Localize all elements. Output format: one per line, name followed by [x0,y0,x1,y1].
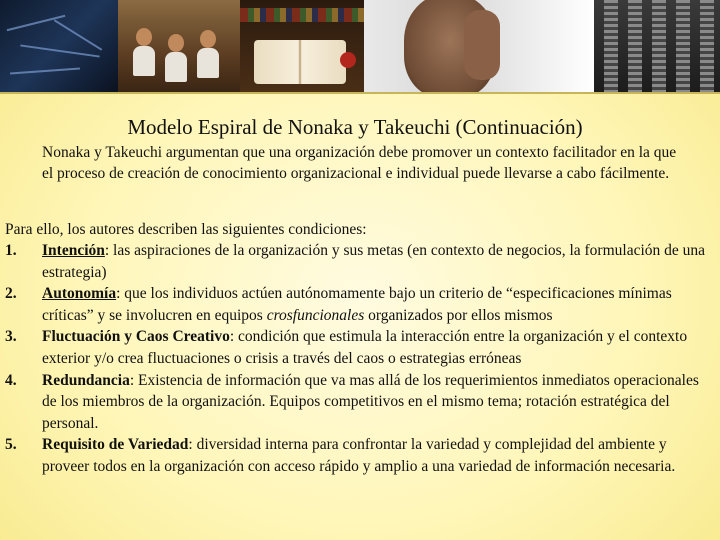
condition-text [42,240,705,283]
condition-item [5,434,705,477]
condition-description: : diversidad interna para confrontar la variedad y complejidad del ambiente y proveer todos en la organización con acceso rápido y amplio a una variedad de información necesaria. [42,436,676,475]
condition-term: Autonomía [42,285,117,303]
condition-item [5,240,705,283]
condition-term: Intención [42,242,105,259]
condition-number: 5. [5,436,17,454]
condition-description: : Existencia de información que va mas allá de los requerimientos inmediatos operacionales de los miembros de la organización. Equipos competitivos en el mismo tema; rotación estratégica del personal. [42,371,699,432]
condition-number: 3. [5,328,17,346]
meeting-people-photo [118,0,240,92]
open-book-photo [240,0,364,92]
condition-text [42,283,705,326]
header-photo-strip [0,0,720,92]
condition-term: Redundancia [42,371,130,389]
intro-paragraph: Nonaka y Takeuchi argumentan que una organización debe promover un contexto facilitador en la que el proceso de creación de conocimiento organizacional e individual puede llevarse a cabo fácilmente. [42,144,677,182]
condition-description: : las aspiraciones de la organización y sus metas (en contexto de negocios, la formulación de una estrategia) [42,242,706,281]
condition-description: : que los individuos actúen autónomamente bajo un criterio de “especificaciones mínimas críticas” y se involucren en equipos [42,285,672,324]
network-diagram-photo [0,0,118,92]
condition-item [5,326,705,369]
condition-text [42,370,705,435]
condition-text [42,434,705,477]
conditions-lead: Para ello, los autores describen las siguientes condiciones: [5,221,367,238]
condition-italic-term: crosfuncionales [266,306,365,324]
condition-description-end: organizados por ellos mismos [364,306,553,324]
slide-title: Modelo Espiral de Nonaka y Takeuchi (Continuación) [127,115,583,139]
condition-description: : condición que estimula la interacción entre la organización y el contexto exterior y/o crea fluctuaciones o crisis a través del caos o estrategias erróneas [42,328,688,367]
condition-term: Fluctuación y Caos Creativo [42,328,230,346]
condition-item [5,370,705,435]
condition-term: Requisito de Variedad [42,436,189,454]
banner-divider [0,92,720,94]
condition-number: 4. [5,371,17,389]
server-rack-photo [594,0,720,92]
condition-number: 2. [5,285,17,303]
thinking-man-photo [364,0,594,92]
condition-text [42,326,705,369]
conditions-list [5,240,705,478]
condition-item [5,283,705,326]
condition-number: 1. [5,242,17,259]
